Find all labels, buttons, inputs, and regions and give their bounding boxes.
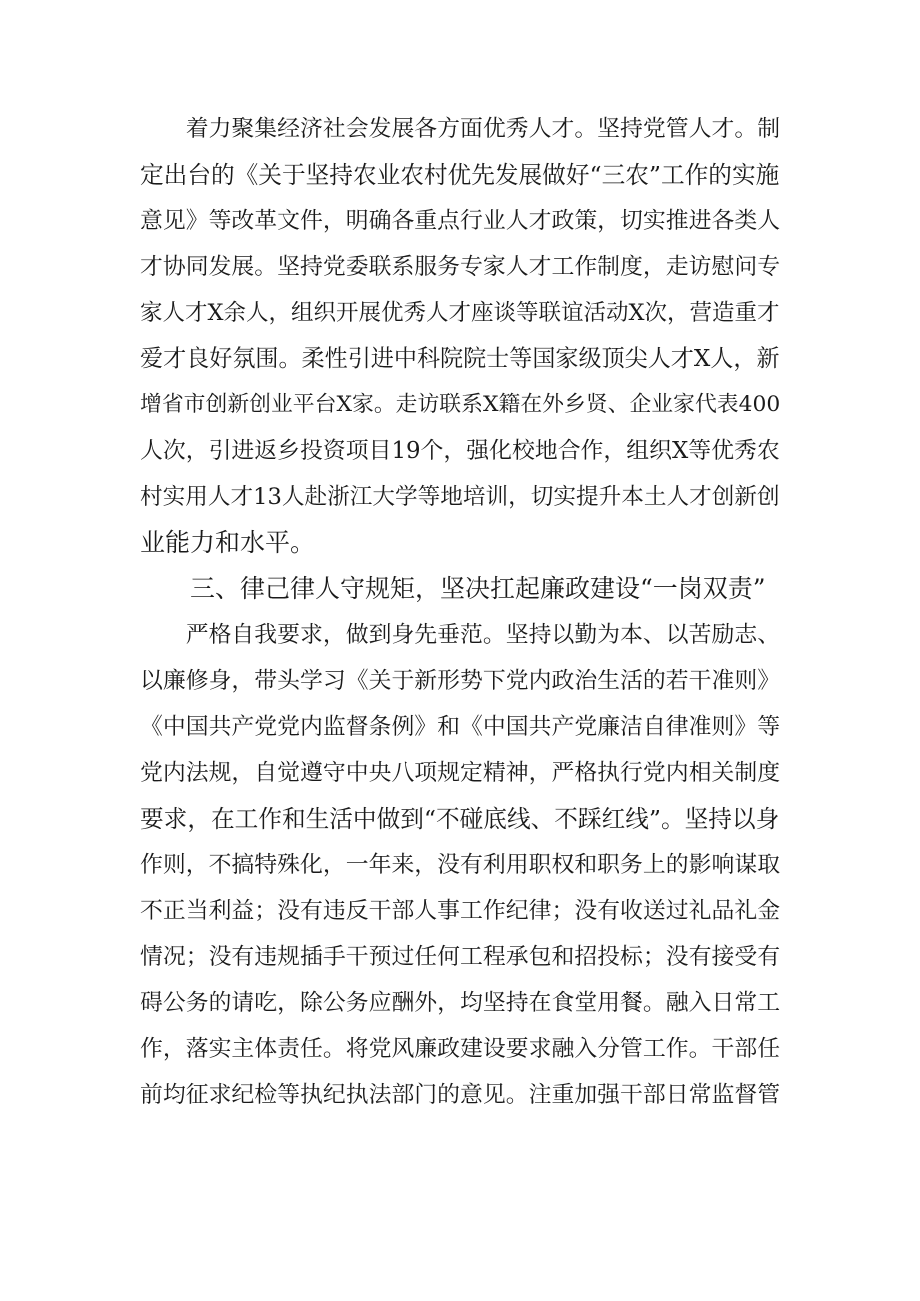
paragraph-1-line-3: 意见》等改革文件，明确各重点行业人才政策，切实推进各类人 <box>140 208 781 234</box>
paragraph-1-line-10: 业能力和水平。 <box>140 528 316 557</box>
paragraph-1-line-1: 着力聚集经济社会发展各方面优秀人才。坚持党管人才。制 <box>140 116 781 142</box>
paragraph-1-line-4: 才协同发展。坚持党委联系服务专家人才工作制度，走访慰问专 <box>140 254 781 280</box>
paragraph-2-line-5: 要求，在工作和生活中做到“不碰底线、不踩红线”。坚持以身 <box>140 805 780 833</box>
paragraph-2-line-8: 情况；没有违规插手干预过任何工程承包和招投标；没有接受有 <box>140 944 781 970</box>
section-3-heading: 三、律己律人守规矩，坚决扛起廉政建设“一岗双责” <box>140 574 766 603</box>
paragraph-2-line-3: 《中国共产党党内监督条例》和《中国共产党廉洁自律准则》等 <box>140 714 781 740</box>
paragraph-2-line-2: 以廉修身，带头学习《关于新形势下党内政治生活的若干准则》 <box>140 668 781 694</box>
paragraph-1-line-5: 家人才X余人，组织开展优秀人才座谈等联谊活动X次，营造重才 <box>140 300 780 326</box>
paragraph-2-line-11: 前均征求纪检等执纪执法部门的意见。注重加强干部日常监督管 <box>140 1082 781 1108</box>
paragraph-2-line-6: 作则，不搞特殊化，一年来，没有利用职权和职务上的影响谋取 <box>140 852 781 878</box>
paragraph-1-line-8: 人次，引进返乡投资项目19个，强化校地合作，组织X等优秀农 <box>140 438 780 464</box>
paragraph-2-line-10: 作，落实主体责任。将党风廉政建设要求融入分管工作。干部任 <box>140 1036 781 1062</box>
paragraph-1-line-7: 增省市创新创业平台X家。走访联系X籍在外乡贤、企业家代表400 <box>140 392 781 417</box>
paragraph-1-line-6: 爱才良好氛围。柔性引进中科院院士等国家级顶尖人才X人，新 <box>140 346 780 372</box>
paragraph-2-line-9: 碍公务的请吃，除公务应酬外，均坚持在食堂用餐。融入日常工 <box>140 990 781 1016</box>
paragraph-2-line-7: 不正当利益；没有违反干部人事工作纪律；没有收送过礼品礼金 <box>140 898 781 924</box>
paragraph-1-line-2: 定出台的《关于坚持农业农村优先发展做好“三农”工作的实施 <box>140 161 780 189</box>
paragraph-1-line-9: 村实用人才13人赴浙江大学等地培训，切实提升本土人才创新创 <box>140 484 780 510</box>
paragraph-2-line-1: 严格自我要求，做到身先垂范。坚持以勤为本、以苦励志、 <box>140 622 781 648</box>
paragraph-2-line-4: 党内法规，自觉遵守中央八项规定精神，严格执行党内相关制度 <box>140 760 781 786</box>
